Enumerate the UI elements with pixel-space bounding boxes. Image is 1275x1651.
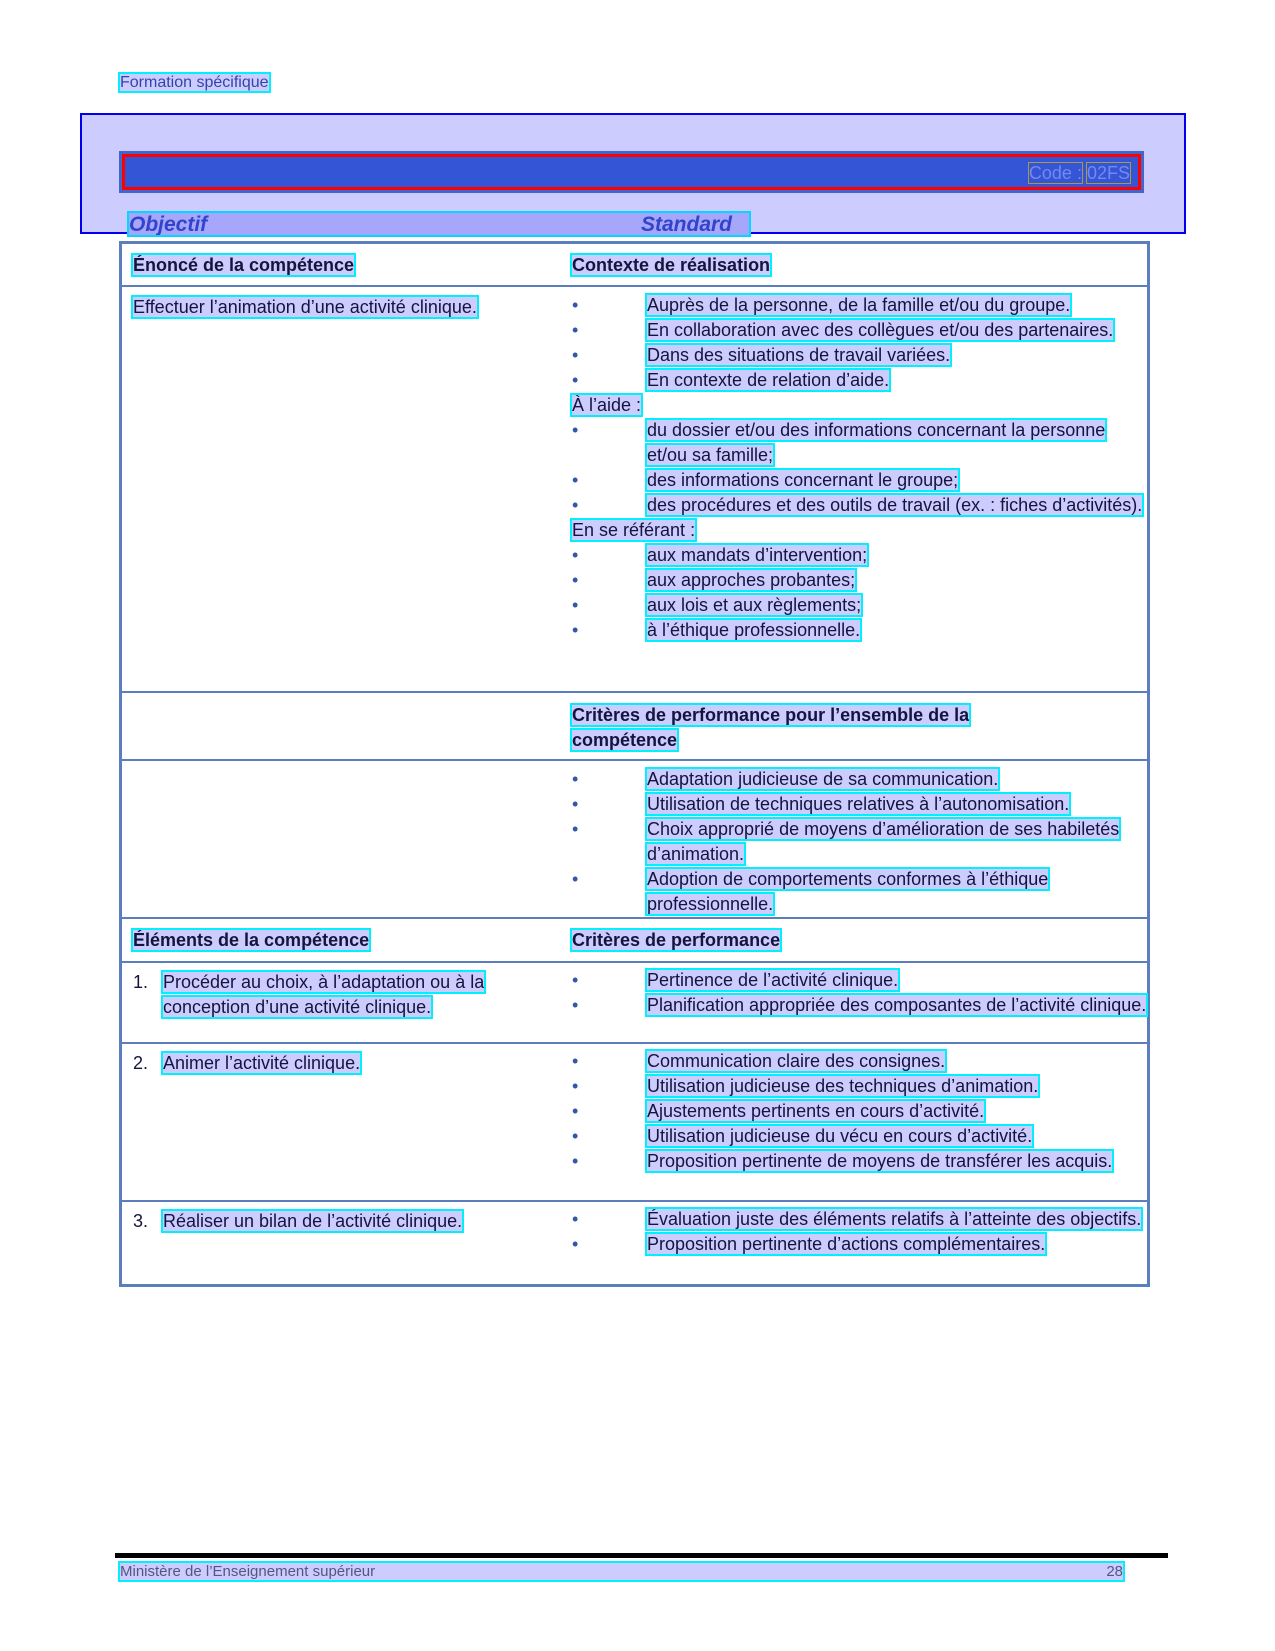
element-text: Animer l’activité clinique. [163,1052,361,1073]
element-number: 2. [133,1052,149,1073]
bullet-text: Ajustements pertinents en cours d’activité. [647,1100,985,1121]
bullet-text: aux lois et aux règlements; [647,594,862,615]
page-number: 28 [1106,1563,1123,1580]
element-row [121,962,1149,1043]
bullet-item [572,1124,1147,1149]
footer-ministry: Ministère de l’Enseignement supérieur [120,1563,376,1580]
bullet-item [572,593,1147,618]
aide-label [572,393,1147,418]
element-criteria [572,962,1149,1043]
competency-table [119,241,1150,1287]
element-row [121,1201,1149,1286]
bullet-icon: • [572,1208,579,1229]
bullet-text: Proposition pertinente d’actions complémentaires. [647,1233,1046,1254]
global-criteria-header: Critères de performance pour l’ensemble de la compétence [572,704,970,750]
bullet-icon: • [572,793,579,814]
bullet-item [572,318,1147,343]
bullet-item [572,568,1147,593]
standard-label: Standard [641,213,733,236]
bullet-item [572,1149,1147,1174]
bullet-icon: • [572,994,579,1015]
element-criteria [572,1201,1149,1286]
bullet-text: des informations concernant le groupe; [647,469,959,490]
bullet-icon: • [572,818,579,839]
global-criteria-list [572,760,1149,918]
bullet-item [572,1232,1147,1257]
bullet-icon: • [572,1150,579,1171]
bullet-item [572,1207,1147,1232]
running-header [120,74,269,92]
objective-standard-row [129,213,749,235]
competency-code [1029,163,1130,184]
code-value: 02FS [1086,163,1130,183]
context-list [572,286,1149,692]
bullet-text: Adaptation judicieuse de sa communication. [647,768,999,789]
bullet-text: du dossier et/ou des informations concernant la personne et/ou sa famille; [647,419,1106,465]
bullet-item [572,293,1147,318]
section-title: Formation spécifique [120,74,269,91]
bullet-icon: • [572,1125,579,1146]
code-bar-inner [122,154,1141,190]
footer-rule [115,1553,1168,1558]
bullet-icon: • [572,469,579,490]
global-criteria-row [121,760,1149,918]
bullet-item [572,343,1147,368]
elements-header: Éléments de la compétence [133,929,370,950]
bullet-icon: • [572,294,579,315]
bullet-item [572,368,1147,393]
competency-statement: Effectuer l’animation d’une activité clinique. [133,296,477,317]
bullet-icon: • [572,594,579,615]
bullet-item [572,493,1147,518]
bullet-text: Pertinence de l’activité clinique. [647,969,899,990]
global-criteria-header-row [121,692,1149,760]
bullet-item [572,817,1147,867]
bullet-text: Communication claire des consignes. [647,1050,946,1071]
objectif-label: Objectif [129,213,208,236]
col1-header: Énoncé de la compétence [133,255,355,275]
bullet-icon: • [572,494,579,515]
bullet-text: En contexte de relation d’aide. [647,369,890,390]
bullet-icon: • [572,369,579,390]
bullet-text: Utilisation judicieuse des techniques d’animation. [647,1075,1039,1096]
code-bar [119,151,1144,193]
bullet-icon: • [572,344,579,365]
bullet-item [572,1099,1147,1124]
bullet-item [572,618,1147,643]
aide-label-text: À l’aide : [572,394,642,415]
elements-header-row [121,918,1149,962]
bullet-item [572,543,1147,568]
bullet-item [572,1049,1147,1074]
bullet-icon: • [572,569,579,590]
bullet-icon: • [572,1100,579,1121]
bullet-text: aux approches probantes; [647,569,856,590]
bullet-text: des procédures et des outils de travail (ex. : fiches d’activités). [647,494,1143,515]
bullet-icon: • [572,419,579,440]
bullet-item [572,792,1147,817]
bullet-item [572,468,1147,493]
bullet-text: Utilisation judicieuse du vécu en cours d’activité. [647,1125,1033,1146]
bullet-icon: • [572,544,579,565]
bullet-item [572,968,1147,993]
bullet-icon: • [572,319,579,340]
bullet-icon: • [572,868,579,889]
bullet-text: à l’éthique professionnelle. [647,619,861,640]
element-text: Réaliser un bilan de l’activité clinique. [163,1210,463,1231]
bullet-text: Auprès de la personne, de la famille et/ou du groupe. [647,294,1071,315]
bullet-text: Choix approprié de moyens d’amélioration de ses habiletés d’animation. [647,818,1120,864]
bullet-icon: • [572,1075,579,1096]
bullet-text: En collaboration avec des collègues et/ou des partenaires. [647,319,1114,340]
bullet-item [572,867,1147,917]
bullet-item [572,418,1147,468]
col2-header: Contexte de réalisation [572,255,771,275]
criteria-header: Critères de performance [572,929,781,950]
bullet-icon: • [572,1233,579,1254]
bullet-item [572,1074,1147,1099]
element-criteria [572,1043,1149,1201]
bullet-text: Dans des situations de travail variées. [647,344,951,365]
bullet-text: Proposition pertinente de moyens de transférer les acquis. [647,1150,1113,1171]
bullet-text: Évaluation juste des éléments relatifs à l’atteinte des objectifs. [647,1208,1142,1229]
reference-label-text: En se référant : [572,519,696,540]
reference-label [572,518,1147,543]
element-row [121,1043,1149,1201]
bullet-text: aux mandats d’intervention; [647,544,868,565]
element-number: 3. [133,1210,149,1231]
bullet-text: Adoption de comportements conformes à l’éthique professionnelle. [647,868,1049,914]
header-row [121,243,1149,286]
bullet-text: Planification appropriée des composantes de l’activité clinique. [647,994,1147,1015]
code-label: Code : [1028,163,1082,183]
bullet-icon: • [572,768,579,789]
footer [120,1563,1123,1580]
element-number: 1. [133,971,149,992]
bullet-icon: • [572,1050,579,1071]
bullet-icon: • [572,619,579,640]
bullet-item [572,767,1147,792]
element-text: Procéder au choix, à l’adaptation ou à la conception d’une activité clinique. [163,971,485,1017]
context-row [121,286,1149,692]
bullet-icon: • [572,969,579,990]
bullet-item [572,993,1147,1018]
bullet-text: Utilisation de techniques relatives à l’autonomisation. [647,793,1070,814]
